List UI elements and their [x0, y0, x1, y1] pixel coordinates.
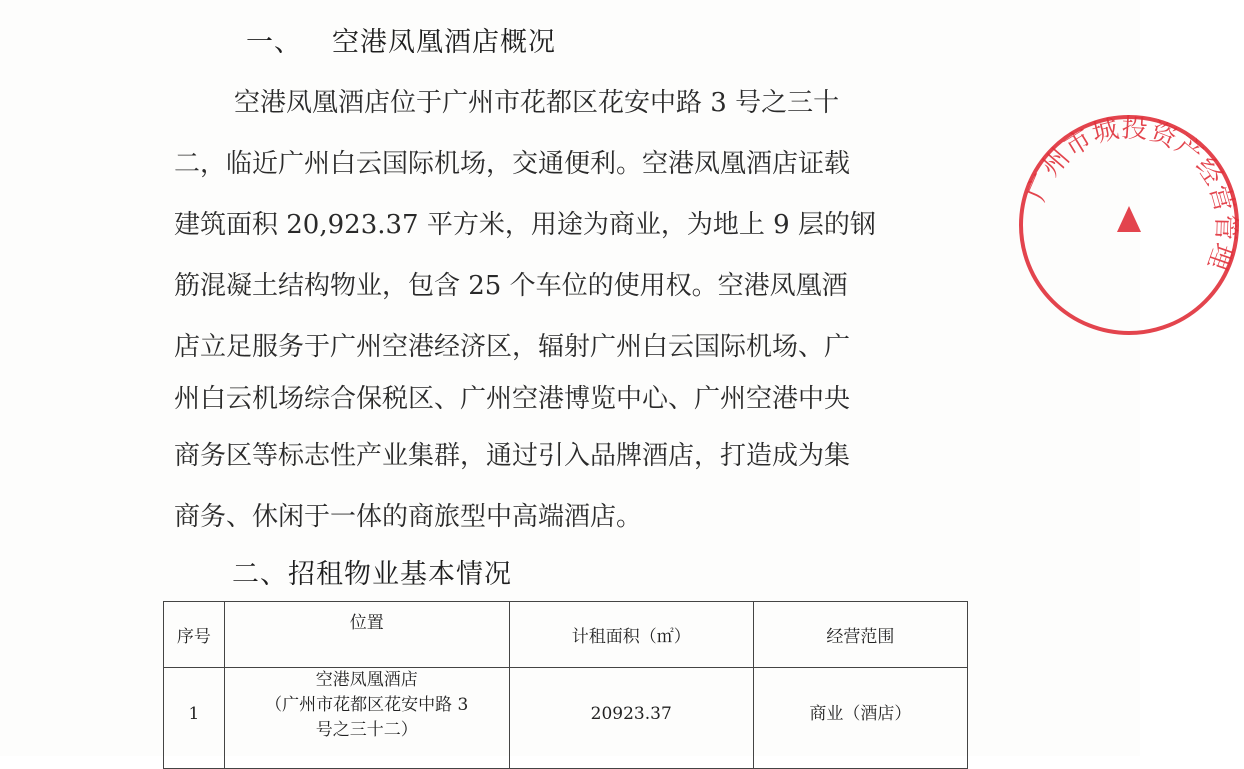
- paragraph-line: 建筑面积 20,923.37 平方米，用途为商业，为地上 9 层的钢: [174, 210, 876, 240]
- table-header-row: [164, 602, 968, 668]
- location-line: 空港凤凰酒店: [315, 670, 418, 690]
- paragraph-line: 二，临近广州白云国际机场，交通便利。空港凤凰酒店证载: [174, 149, 851, 179]
- paragraph-line: 空港凤凰酒店位于广州市花都区花安中路 3 号之三十: [234, 88, 840, 118]
- section-1-title: 空港凤凰酒店概况: [332, 27, 556, 58]
- section-1-heading: [246, 20, 556, 59]
- table-row: [164, 668, 968, 769]
- cell-no: 1: [164, 668, 225, 769]
- paragraph-line: 商务区等标志性产业集群，通过引入品牌酒店，打造成为集: [174, 441, 851, 471]
- cell-scope: 商业（酒店）: [753, 668, 967, 769]
- header-no: 序号: [164, 602, 225, 668]
- paragraph-line: 商务、休闲于一体的商旅型中高端酒店。: [174, 502, 643, 532]
- header-area: 计租面积（㎡）: [509, 602, 753, 668]
- official-seal-stamp: [1014, 110, 1244, 340]
- cell-area: 20923.37: [509, 668, 753, 769]
- header-location: 位置: [224, 602, 509, 668]
- paragraph-line: 州白云机场综合保税区、广州空港博览中心、广州空港中央: [174, 384, 851, 414]
- property-table: [163, 601, 968, 769]
- location-line: （广州市花都区花安中路 3: [265, 695, 469, 715]
- section-1-number: 一、: [246, 27, 302, 58]
- section-2-heading: 二、招租物业基本情况: [232, 559, 512, 590]
- seal-star-icon: [1117, 206, 1141, 232]
- location-line: 号之三十二）: [315, 720, 418, 740]
- seal-text: 广州市城投资产经营管理: [1021, 113, 1241, 275]
- cell-location: [224, 668, 509, 769]
- header-scope: 经营范围: [753, 602, 967, 668]
- paragraph-line: 店立足服务于广州空港经济区，辐射广州白云国际机场、广: [174, 332, 851, 362]
- paragraph-line: 筋混凝土结构物业，包含 25 个车位的使用权。空港凤凰酒: [174, 271, 848, 301]
